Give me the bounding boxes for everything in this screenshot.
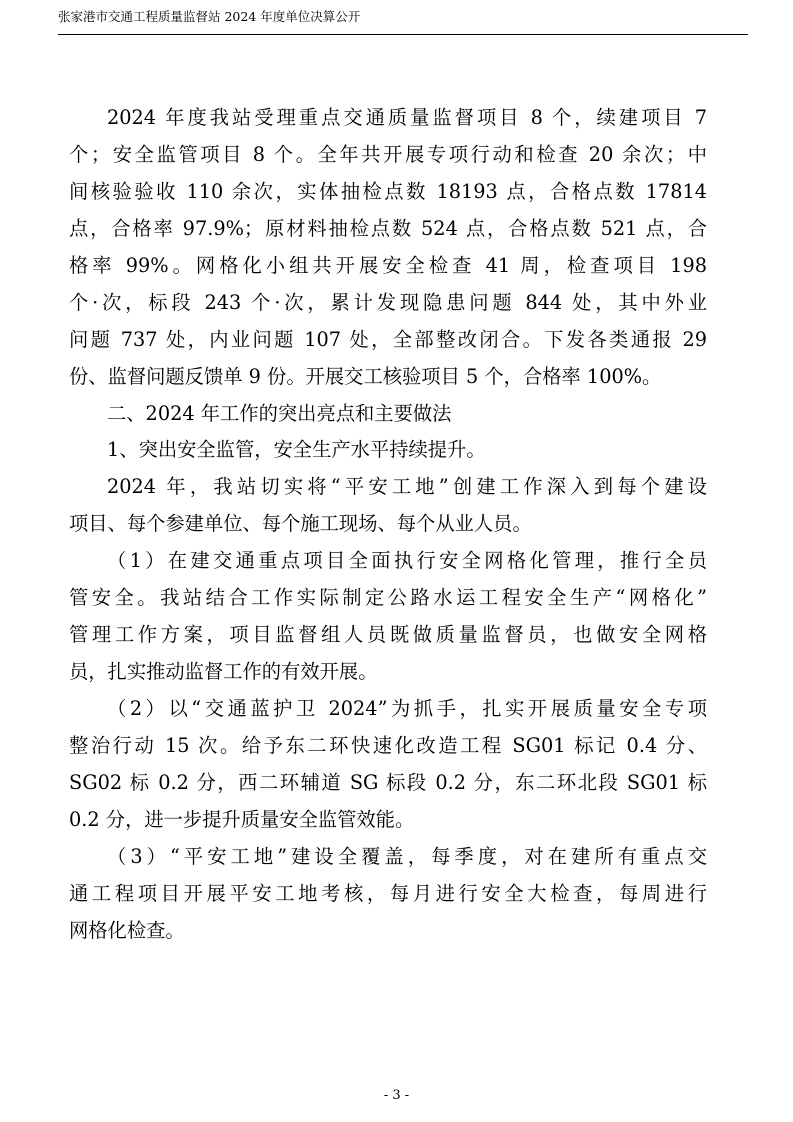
body-line: 2024 年，我站切实将“平安工地”创建工作深入到每个建设 (107, 475, 707, 499)
body-line: 个；安全监管项目 8 个。全年共开展专项行动和检查 20 余次；中 (69, 142, 707, 166)
body-line: 2024 年度我站受理重点交通质量监督项目 8 个，续建项目 7 (107, 106, 707, 129)
body-line: 0.2 分，进一步提升质量安全监管效能。 (69, 807, 415, 831)
body-line: 管安全。我站结合工作实际制定公路水运工程安全生产“网格化” (69, 586, 707, 610)
subsection-heading: 1、突出安全监管，安全生产水平持续提升。 (107, 438, 486, 462)
body-line: （1）在建交通重点项目全面执行安全网格化管理，推行全员 (107, 549, 707, 573)
body-line: （2）以“交通蓝护卫 2024”为抓手，扎实开展质量安全专项 (107, 697, 707, 720)
body-line: 整治行动 15 次。给予东二环快速化改造工程 SG01 标记 0.4 分、 (69, 733, 707, 757)
body-line: 员，扎实推动监督工作的有效开展。 (69, 660, 378, 684)
body-line: 网格化检查。 (69, 918, 185, 942)
body-line: 通工程项目开展平安工地考核，每月进行安全大检查，每周进行 (69, 881, 707, 905)
document-body (69, 100, 707, 950)
header-rule (58, 34, 748, 35)
body-line: （3）“平安工地”建设全覆盖，每季度，对在建所有重点交 (107, 844, 707, 868)
body-line: 管理工作方案，项目监督组人员既做质量监督员，也做安全网格 (69, 623, 707, 647)
body-line: 问题 737 处，内业问题 107 处，全部整改闭合。下发各类通报 29 (69, 327, 707, 351)
body-line: 份、监督问题反馈单 9 份。开展交工核验项目 5 个，合格率 100%。 (69, 364, 662, 388)
body-line: 点，合格率 97.9%；原材料抽检点数 524 点，合格点数 521 点，合 (69, 216, 707, 240)
running-header: 张家港市交通工程质量监督站 2024 年度单位决算公开 (58, 9, 361, 24)
body-line: 个·次，标段 243 个·次，累计发现隐患问题 844 处，其中外业 (69, 290, 707, 314)
body-line: SG02 标 0.2 分，西二环辅道 SG 标段 0.2 分，东二环北段 SG01 标 (69, 770, 707, 794)
body-line: 项目、每个参建单位、每个施工现场、每个从业人员。 (69, 512, 532, 536)
section-heading: 二、2024 年工作的突出亮点和主要做法 (107, 401, 452, 425)
body-line: 间核验验收 110 余次，实体抽检点数 18193 点，合格点数 17814 (69, 179, 707, 203)
body-line: 格率 99%。网格化小组共开展安全检查 41 周，检查项目 198 (69, 253, 707, 277)
page-number: - 3 - (383, 1088, 410, 1103)
